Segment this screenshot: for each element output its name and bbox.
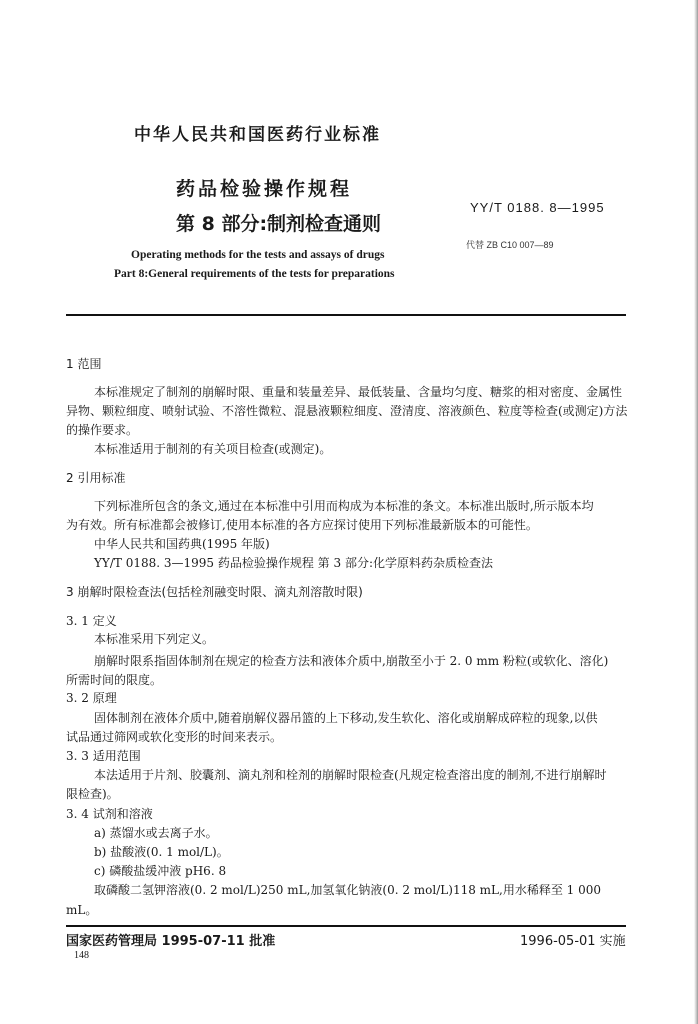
body-line: mL。 (66, 903, 98, 917)
body-line: 异物、颗粒细度、喷射试验、不溶性微粒、混悬液颗粒细度、澄清度、溶液颜色、粒度等检查(或测定)方法 (66, 404, 628, 418)
list-item: c) 磷酸盐缓冲液 pH6. 8 (94, 864, 227, 878)
body-line: 中华人民共和国药典(1995 年版) (94, 537, 270, 551)
section-heading: 3 崩解时限检查法(包括栓剂融变时限、滴丸剂溶散时限) (66, 585, 363, 599)
document-title-en: Operating methods for the tests and assays of drugs (131, 249, 385, 261)
page-number: 148 (74, 950, 89, 961)
footer-rule (66, 925, 626, 927)
section-heading: 1 范围 (66, 357, 102, 371)
subsection-heading: 3. 3 适用范围 (66, 749, 141, 763)
section-heading: 2 引用标准 (66, 471, 126, 485)
body-line: 固体制剂在液体介质中,随着崩解仪器吊篮的上下移动,发生软化、溶化或崩解成碎粒的现象,以供 (94, 711, 598, 725)
subsection-heading: 3. 4 试剂和溶液 (66, 807, 153, 821)
header-rule (66, 314, 626, 316)
scan-edge (694, 0, 698, 1024)
body-line: 试品通过筛网或软化变形的时间来表示。 (66, 730, 283, 744)
body-line: 为有效。所有标准都会被修订,使用本标准的各方应探讨使用下列标准最新版本的可能性。 (66, 518, 538, 532)
body-line: 本法适用于片剂、胶囊剂、滴丸剂和栓剂的崩解时限检查(凡规定检查溶出度的制剂,不进行崩解时 (94, 768, 607, 782)
body-line: 崩解时限系指固体制剂在规定的检查方法和液体介质中,崩散至小于 2. 0 mm 粉粒(或软化、溶化) (94, 654, 609, 668)
body-line: 本标准适用于制剂的有关项目检查(或测定)。 (94, 442, 332, 456)
body-line: 所需时间的限度。 (66, 673, 163, 687)
subsection-heading: 3. 1 定义 (66, 614, 117, 628)
body-line: 的操作要求。 (66, 423, 139, 437)
list-item: a) 蒸馏水或去离子水。 (94, 826, 218, 840)
subsection-heading: 3. 2 原理 (66, 691, 117, 705)
body-line: 取磷酸二氢钾溶液(0. 2 mol/L)250 mL,加氢氧化钠液(0. 2 mol/L)118 mL,用水稀释至 1 000 (94, 883, 601, 897)
body-line: YY/T 0188. 3—1995 药品检验操作规程 第 3 部分:化学原料药杂质检查法 (94, 556, 493, 570)
list-item: b) 盐酸液(0. 1 mol/L)。 (94, 845, 229, 859)
implementation-date: 1996-05-01 实施 (520, 934, 626, 949)
standard-number: YY/T 0188. 8—1995 (470, 200, 605, 215)
body-line: 限检查)。 (66, 787, 119, 801)
org-title: 中华人民共和国医药行业标准 (134, 125, 381, 145)
approval-date: 国家医药管理局 1995-07-11 批准 (66, 934, 276, 949)
body-line: 下列标准所包含的条文,通过在本标准中引用而构成为本标准的条文。本标准出版时,所示版本均 (94, 499, 594, 513)
document-subtitle-en: Part 8:General requirements of the tests for preparations (114, 268, 395, 280)
body-line: 本标准采用下列定义。 (94, 632, 215, 646)
document-subtitle-cn: 第 8 部分:制剂检查通则 (176, 213, 382, 235)
document-title-cn: 药品检验操作规程 (176, 178, 353, 200)
replaces-standard: 代替 ZB C10 007—89 (466, 240, 554, 250)
body-line: 本标准规定了制剂的崩解时限、重量和装量差异、最低装量、含量均匀度、糖浆的相对密度、金属性 (94, 385, 623, 399)
